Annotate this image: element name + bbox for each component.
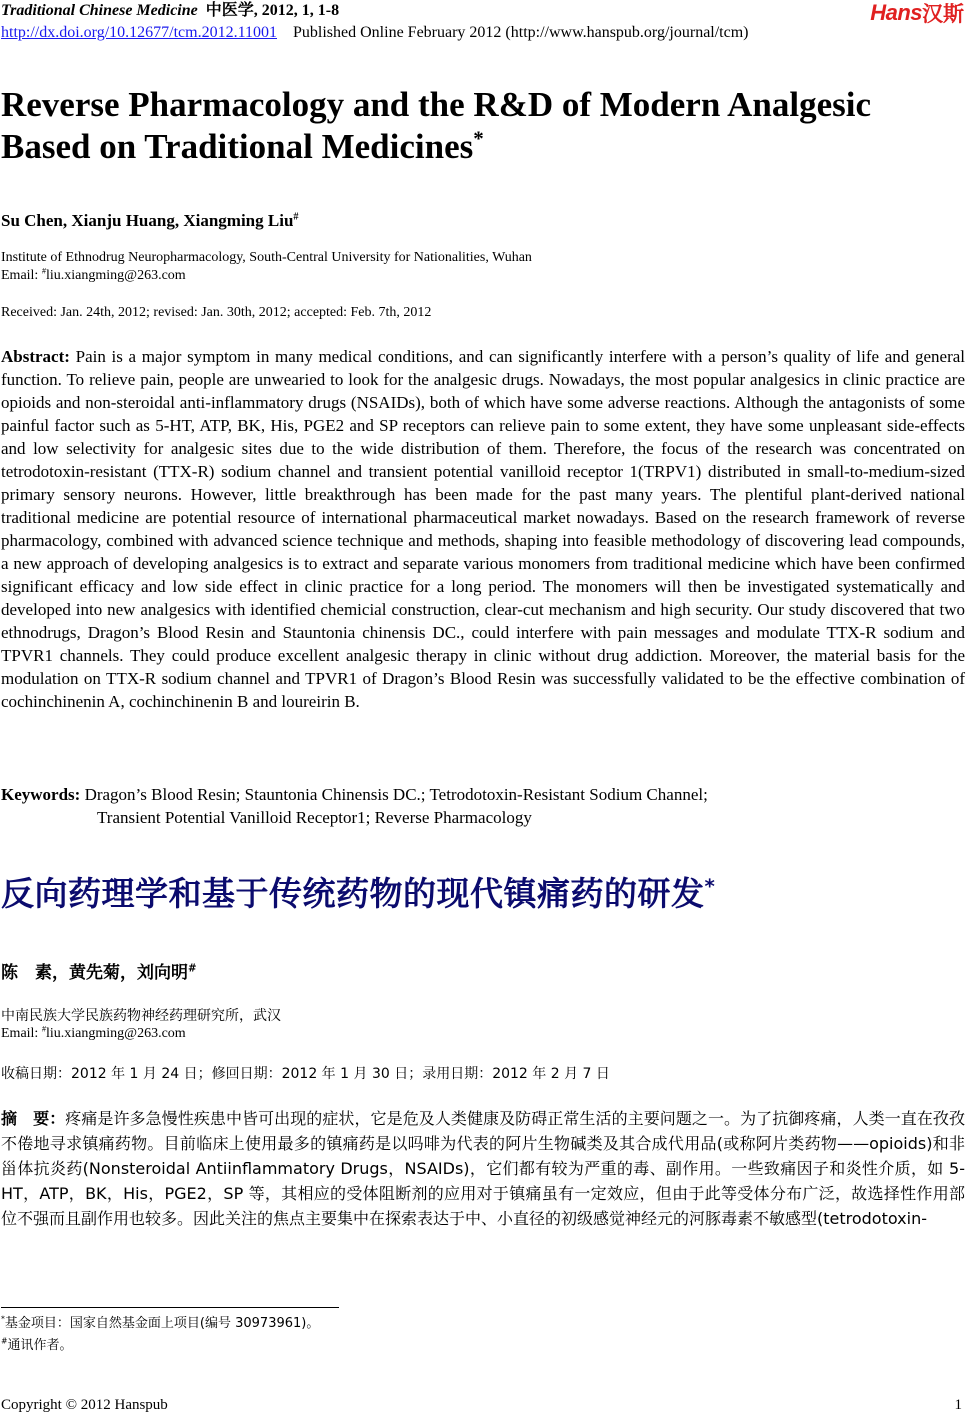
email-en-label: Email: [1, 268, 42, 283]
title-en-mark: * [473, 126, 484, 151]
published-online: Published Online February 2012 (http://www.hanspub.org/journal/tcm) [293, 24, 749, 41]
email-cn [1, 1025, 281, 1043]
doi-line [1, 23, 749, 43]
footnote-corr-text: 通讯作者。 [7, 1338, 73, 1353]
email-en-address[interactable]: liu.xiangming@263.com [46, 268, 186, 283]
abstract-cn-label: 摘 要： [1, 1109, 66, 1128]
keywords-line1: Dragon’s Blood Resin; Stauntonia Chinensis DC.; Tetrodotoxin-Resistant Sodium Channel; [84, 785, 708, 804]
email-en-mark: # [41, 266, 47, 276]
hanspub-logo [870, 0, 964, 26]
authors-en-mark: # [293, 211, 299, 223]
footnote-fund [1, 1313, 319, 1335]
title-cn-text: 反向药理学和基于传统药物的现代镇痛药的研发 [1, 874, 705, 913]
journal-name: Traditional Chinese Medicine [1, 2, 198, 19]
footnote-corr-mark: # [1, 1336, 8, 1346]
paper-title-en [1, 84, 951, 168]
footnote-corresponding [1, 1335, 319, 1357]
affiliation-en-block [1, 249, 532, 285]
email-cn-address[interactable]: liu.xiangming@263.com [46, 1026, 186, 1041]
logo-brand: Hans [870, 0, 922, 25]
page-number: 1 [954, 1397, 962, 1413]
email-cn-mark: # [41, 1024, 47, 1034]
copyright: Copyright © 2012 Hanspub [1, 1397, 168, 1413]
affiliation-cn: 中南民族大学民族药物神经药理研究所，武汉 [1, 1008, 281, 1024]
paper-title-cn [1, 872, 715, 916]
authors-en [1, 210, 299, 232]
journal-cn-issue: 中医学, 2012, 1, 1-8 [205, 2, 340, 19]
logo-cn: 汉斯 [922, 3, 964, 26]
journal-header [1, 1, 339, 21]
keywords-en [1, 783, 708, 829]
footnotes [1, 1313, 319, 1357]
received-dates-en: Received: Jan. 24th, 2012; revised: Jan. 30th, 2012; accepted: Feb. 7th, 2012 [1, 305, 432, 320]
email-cn-label: Email: [1, 1026, 42, 1041]
received-dates-cn: 收稿日期：2012 年 1 月 24 日；修回日期：2012 年 1 月 30 日；录用日期：2012 年 2 月 7 日 [1, 1066, 610, 1082]
title-en-text: Reverse Pharmacology and the R&D of Modern Analgesic Based on Traditional Medicines [1, 85, 872, 166]
authors-cn-text: 陈 素，黄先菊，刘向明 [1, 963, 188, 983]
abstract-cn [1, 1106, 965, 1231]
affiliation-en: Institute of Ethnodrug Neuropharmacology, South-Central University for Nationalities, Wuhan [1, 250, 532, 265]
authors-en-text: Su Chen, Xianju Huang, Xiangming Liu [1, 211, 294, 230]
doi-link[interactable]: http://dx.doi.org/10.12677/tcm.2012.11001 [1, 24, 277, 41]
abstract-cn-text: 疼痛是许多急慢性疾患中皆可出现的症状，它是危及人类健康及防碍正常生活的主要问题之一。为了抗御疼痛，人类一直在孜孜不倦地寻求镇痛药物。目前临床上使用最多的镇痛药是以吗啡为代表的阿片生物碱类及其合成代用品(或称阿片类药物——opioids)和非甾体抗炎药(Nonsteroidal Antiinflammatory Drugs，NSAIDs)，它们都有较为严重的毒、副作用。一些致痛因子和炎性介质，如 5-HT，ATP，BK，His，PGE2，SP 等，其相应的受体阻断剂的应用对于镇痛虽有一定效应，但由于此等受体分布广泛，故选择性作用部位不强而且副作用也较多。因此关注的焦点主要集中在探索表达于中、小直径的初级感觉神经元的河豚毒素不敏感型(tetrodotoxin- [1, 1109, 965, 1228]
authors-cn [1, 962, 197, 984]
abstract-en-text: Pain is a major symptom in many medical conditions, and can significantly interfere with a person’s quality of life and general function. To relieve pain, people are unwearied to look for the analgesic drugs. Nowadays, the most popular analgesics in clinic practice are opioids and non-steroidal anti-inflammatory drugs (NSAIDs), both of which have some adverse reactions. Although the antagonists of some painful factor such as 5-HT, ATP, BK, His, PGE2 and SP receptors can relieve pain to some extent, they have some unpleasant side-effects and low selectivity for analgesic sites due to the wide distribution of them. Therefore, the focus of the research was concentrated on tetrodotoxin-resistant (TTX-R) sodium channel and transient potential vanilloid receptor 1(TRPV1) distributed in small-to-medium-sized primary sensory neurons. However, little breakthrough has been made for the past many years. The plentiful plant-derived national traditional medicine are potential resource of international pharmaceutical market nowadays. Based on the research framework of reverse pharmacology, combined with advanced science technique and methods, shaping into feasible methodology of discovering lead compounds, a new approach of developing analgesics is to extract and separate various monomers from traditional medicine which have been confirmed significant efficacy and low side effect in clinic practice for a long period. The monomers will then be investigated systematically and developed into new analgesics with identified chemicial construction, clear-cut mechanism and high security. Our study discovered that two ethnodrugs, Dragon’s Blood Resin and Stauntonia chinensis DC., could interfere with pain messages and modulate TTX-R sodium and TPVR1 channels. They could produce excellent analgesic therapy in clinic without drug addiction. Moreover, the material basis for the modulation on TTX-R sodium channel and TPVR1 of Dragon’s Blood Resin was successfully validated to be the effective combination of cochinchinenin A, cochinchinenin B and loureirin B. [1, 347, 965, 711]
abstract-en-label: Abstract: [1, 347, 70, 366]
keywords-line2: Transient Potential Vanilloid Receptor1; Reverse Pharmacology [97, 808, 532, 827]
affiliation-cn-block [1, 1007, 281, 1043]
authors-cn-mark: # [188, 963, 197, 975]
email-en [1, 267, 532, 285]
abstract-en [1, 345, 965, 713]
footnote-divider [1, 1307, 339, 1308]
footnote-fund-text: 基金项目：国家自然基金面上项目(编号 30973961)。 [4, 1316, 320, 1331]
keywords-label: Keywords: [1, 785, 81, 804]
footnote-fund-mark: * [1, 1314, 5, 1324]
title-cn-mark: * [704, 875, 716, 898]
